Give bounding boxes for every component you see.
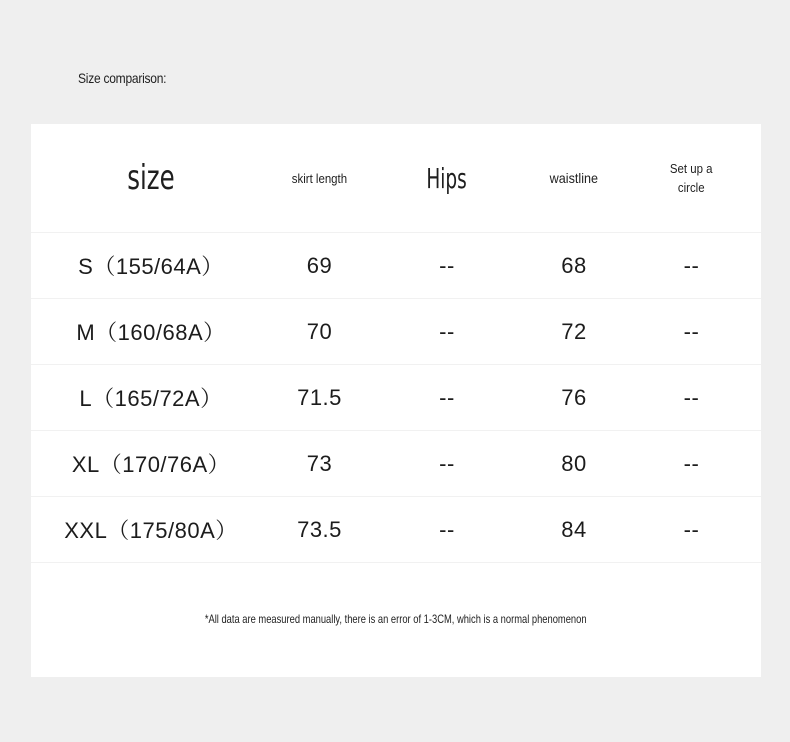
skirt-length-value: 69 (306, 252, 333, 278)
page-heading: Size comparison: (78, 70, 167, 86)
skirt-length-cell (271, 451, 368, 477)
circle-value: -- (683, 318, 700, 344)
header-hips-cell (368, 162, 526, 195)
waistline-cell (526, 319, 622, 345)
waistline-cell (526, 517, 622, 543)
circle-cell (622, 253, 761, 279)
size-cell (31, 250, 271, 281)
size-value: S（155/64A） (78, 254, 224, 279)
hips-value: -- (439, 318, 455, 344)
header-size-cell (31, 158, 271, 198)
header-circle: Set up a circle (670, 161, 713, 195)
size-value: L（165/72A） (79, 386, 223, 411)
table-row (31, 497, 761, 563)
hips-cell (368, 253, 526, 279)
circle-value: -- (683, 516, 700, 542)
size-value: XXL（175/80A） (64, 518, 238, 543)
skirt-length-cell (271, 385, 368, 411)
circle-cell (622, 319, 761, 345)
circle-cell (622, 517, 761, 543)
size-value: M（160/68A） (76, 320, 226, 345)
footnote-text: *All data are measured manually, there is an error of 1-3CM, which is a normal phenomenon (205, 612, 587, 626)
waistline-value: 84 (561, 516, 587, 542)
measurement-footnote (31, 612, 761, 626)
hips-cell (368, 451, 526, 477)
header-skirt-length: skirt length (291, 170, 348, 186)
skirt-length-cell (271, 319, 368, 345)
circle-value: -- (683, 252, 700, 278)
size-cell (31, 316, 271, 347)
waistline-value: 68 (561, 252, 587, 278)
size-cell (31, 514, 271, 545)
waistline-value: 72 (561, 318, 587, 344)
hips-value: -- (439, 252, 455, 278)
skirt-length-cell (271, 253, 368, 279)
waistline-value: 76 (561, 384, 587, 410)
size-cell (31, 448, 271, 479)
table-row (31, 431, 761, 497)
circle-cell (622, 451, 761, 477)
waistline-cell (526, 385, 622, 411)
header-waistline: waistline (549, 170, 599, 186)
header-circle-cell (622, 159, 761, 197)
size-cell (31, 382, 271, 413)
hips-value: -- (439, 384, 455, 410)
hips-cell (368, 319, 526, 345)
circle-value: -- (683, 450, 700, 476)
header-hips: Hips (426, 161, 468, 195)
skirt-length-value: 73.5 (297, 516, 342, 542)
waistline-cell (526, 253, 622, 279)
hips-value: -- (439, 516, 455, 542)
skirt-length-value: 73 (306, 450, 333, 476)
circle-value: -- (683, 384, 700, 410)
skirt-length-value: 70 (306, 318, 333, 344)
skirt-length-cell (271, 517, 368, 543)
header-waistline-cell (526, 170, 622, 186)
size-table (31, 124, 761, 563)
waistline-cell (526, 451, 622, 477)
size-value: XL（170/76A） (71, 452, 231, 477)
table-row (31, 233, 761, 299)
size-chart-card (31, 124, 761, 677)
header-skirt-length-cell (271, 171, 368, 186)
circle-cell (622, 385, 761, 411)
table-row (31, 299, 761, 365)
hips-cell (368, 517, 526, 543)
skirt-length-value: 71.5 (297, 384, 342, 410)
waistline-value: 80 (561, 450, 587, 476)
table-header-row (31, 124, 761, 233)
hips-value: -- (439, 450, 455, 476)
table-row (31, 365, 761, 431)
hips-cell (368, 385, 526, 411)
header-size: size (127, 158, 175, 198)
